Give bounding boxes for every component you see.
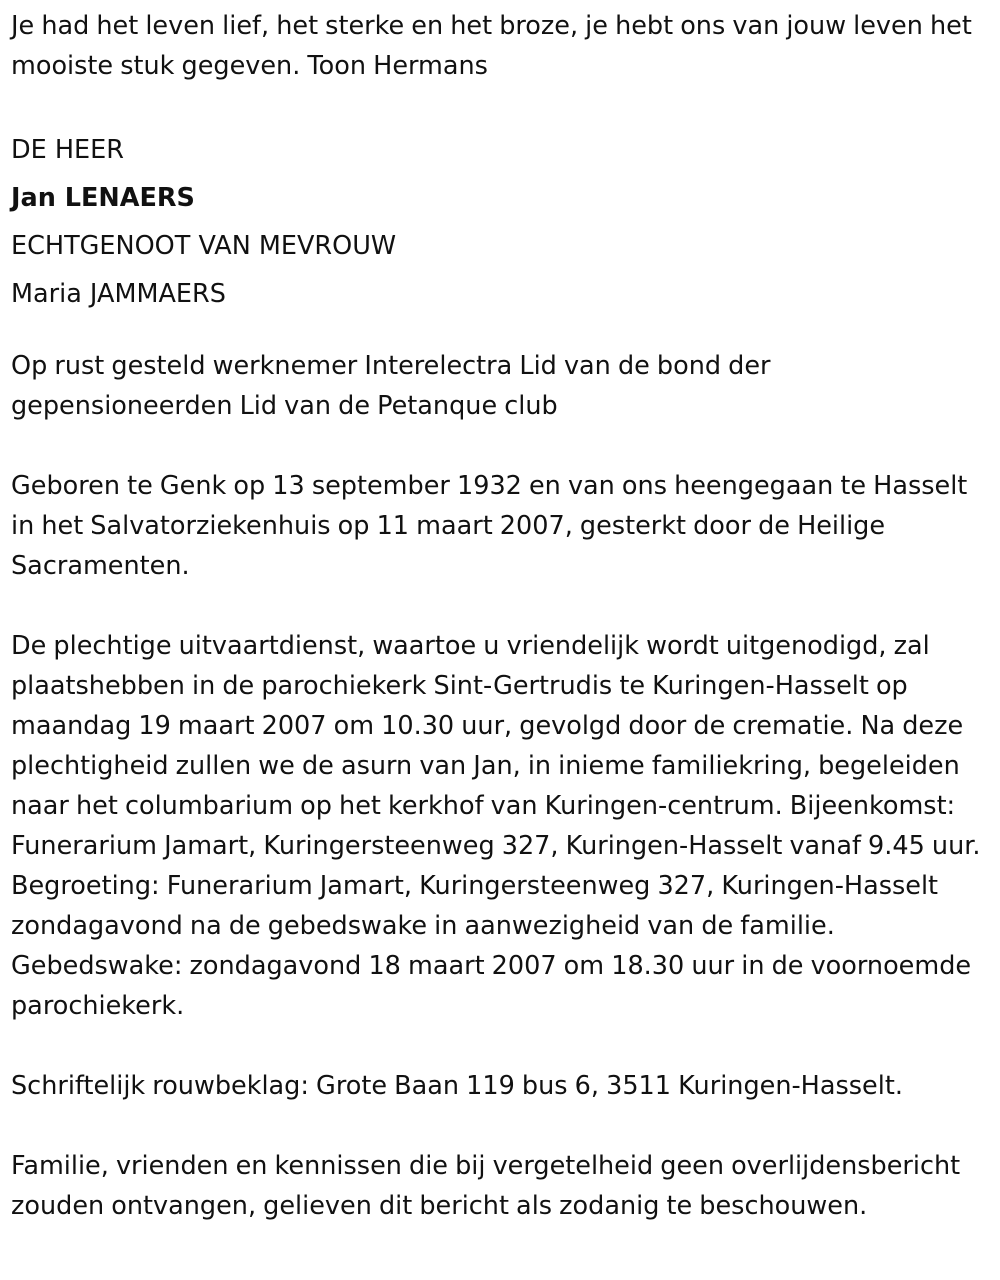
spacer — [11, 318, 993, 346]
condolence-text: Schriftelijk rouwbeklag: Grote Baan 119 bus 6, 3511 Kuringen-Hasselt. — [11, 1071, 903, 1101]
deceased-name: Jan LENAERS — [11, 183, 195, 213]
closing-text: Familie, vrienden en kennissen die bij vergetelheid geen overlijdensbericht zouden ontvangen, gelieven dit bericht als zodanig te beschouwen. — [11, 1151, 961, 1221]
spacer — [11, 1026, 993, 1066]
salutation: DE HEER — [11, 135, 124, 165]
spacer — [11, 86, 993, 126]
quote-text: Je had het leven lief, het sterke en het broze, je hebt ons van jouw leven het mooiste stuk gegeven. Toon Hermans — [11, 11, 972, 81]
spacer — [11, 426, 993, 466]
occupation-text: Op rust gesteld werknemer Interelectra Lid van de bond der gepensioneerden Lid van de Petanque club — [11, 351, 771, 421]
spouse-label: ECHTGENOOT VAN MEVROUW — [11, 231, 397, 261]
spacer — [11, 586, 993, 626]
spacer — [11, 1106, 993, 1146]
obituary-notice — [11, 6, 993, 1226]
funeral-text: De plechtige uitvaartdienst, waartoe u vriendelijk wordt uitgenodigd, zal plaatshebben in de parochiekerk Sint-Gertrudis te Kuringen-Hasselt op maandag 19 maart 2007 om 10.30 uur, gevolgd door de crematie. Na deze plechtigheid zullen we de asurn van Jan, in inieme familiekring, begeleiden naar het columbarium op het kerkhof van Kuringen-centrum. Bijeenkomst: Funerarium Jamart, Kuringersteenweg 327, Kuringen-Hasselt vanaf 9.45 uur. Begroeting: Funerarium Jamart, Kuringersteenweg 327, Kuringen-Hasselt zondagavond na de gebedswake in aanwezigheid van de familie. Gebedswake: zondagavond 18 maart 2007 om 18.30 uur in de voornoemde parochiekerk. — [11, 631, 981, 1021]
spouse-name: Maria JAMMAERS — [11, 279, 226, 309]
birth-death-text: Geboren te Genk op 13 september 1932 en van ons heengegaan te Hasselt in het Salvatorziekenhuis op 11 maart 2007, gesterkt door de Heilige Sacramenten. — [11, 471, 968, 581]
